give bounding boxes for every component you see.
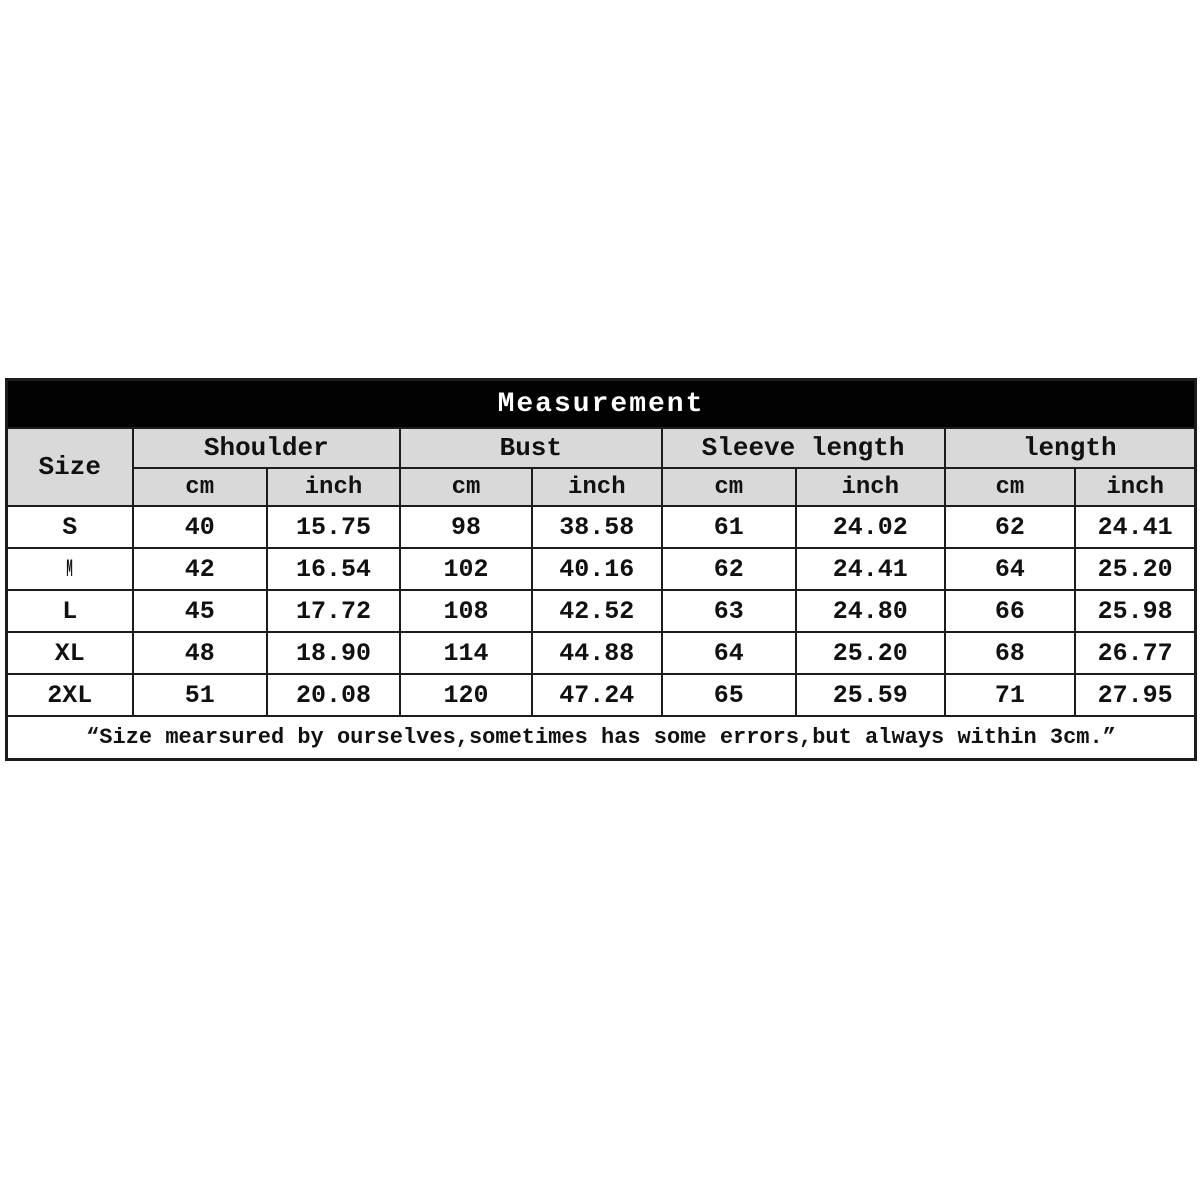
title-row — [7, 380, 1196, 429]
value-cell: 51 — [133, 674, 267, 716]
value-cell: 102 — [400, 548, 532, 590]
unit-header-row — [7, 468, 1196, 506]
value-cell: 25.20 — [1075, 548, 1195, 590]
footnote-row — [7, 716, 1196, 760]
value-cell: 20.08 — [267, 674, 400, 716]
length-inch-header: inch — [1075, 468, 1195, 506]
value-cell: 44.88 — [532, 632, 662, 674]
size-cell: 2XL — [7, 674, 133, 716]
length-cm-header: cm — [945, 468, 1076, 506]
value-cell: 61 — [662, 506, 796, 548]
value-cell: 42.52 — [532, 590, 662, 632]
table-row-size-s — [7, 506, 1196, 548]
value-cell: 26.77 — [1075, 632, 1195, 674]
value-cell: 40 — [133, 506, 267, 548]
value-cell: 71 — [945, 674, 1076, 716]
size-chart-table — [5, 378, 1197, 761]
size-cell: XL — [7, 632, 133, 674]
value-cell: 114 — [400, 632, 532, 674]
value-cell: 17.72 — [267, 590, 400, 632]
value-cell: 68 — [945, 632, 1076, 674]
value-cell: 38.58 — [532, 506, 662, 548]
table-row-size-xl — [7, 632, 1196, 674]
value-cell: 16.54 — [267, 548, 400, 590]
value-cell: 45 — [133, 590, 267, 632]
value-cell: 98 — [400, 506, 532, 548]
value-cell: 18.90 — [267, 632, 400, 674]
sleeve-cm-header: cm — [662, 468, 796, 506]
sleeve-inch-header: inch — [796, 468, 945, 506]
value-cell: 120 — [400, 674, 532, 716]
value-cell: 66 — [945, 590, 1076, 632]
value-cell: 42 — [133, 548, 267, 590]
value-cell: 24.41 — [796, 548, 945, 590]
condensed-m-glyph: M — [66, 554, 73, 584]
table-row-size-m — [7, 548, 1196, 590]
value-cell: 64 — [662, 632, 796, 674]
value-cell: 63 — [662, 590, 796, 632]
value-cell: 65 — [662, 674, 796, 716]
value-cell: 47.24 — [532, 674, 662, 716]
length-column-header: length — [945, 428, 1196, 468]
size-disclaimer-footnote: “Size mearsured by ourselves,sometimes has some errors,but always within 3cm.” — [7, 716, 1196, 760]
table-title: Measurement — [7, 380, 1196, 429]
sleeve-length-column-header: Sleeve length — [662, 428, 945, 468]
value-cell: 40.16 — [532, 548, 662, 590]
value-cell: 24.41 — [1075, 506, 1195, 548]
value-cell: 25.59 — [796, 674, 945, 716]
bust-inch-header: inch — [532, 468, 662, 506]
size-cell: L — [7, 590, 133, 632]
table-row-size-2xl — [7, 674, 1196, 716]
table-row-size-l — [7, 590, 1196, 632]
value-cell: 24.02 — [796, 506, 945, 548]
value-cell: 25.20 — [796, 632, 945, 674]
value-cell: 108 — [400, 590, 532, 632]
value-cell: 27.95 — [1075, 674, 1195, 716]
shoulder-cm-header: cm — [133, 468, 267, 506]
value-cell: 48 — [133, 632, 267, 674]
value-cell: 62 — [945, 506, 1076, 548]
bust-cm-header: cm — [400, 468, 532, 506]
size-column-header: Size — [7, 428, 133, 506]
value-cell: 15.75 — [267, 506, 400, 548]
value-cell: 24.80 — [796, 590, 945, 632]
bust-column-header: Bust — [400, 428, 662, 468]
shoulder-column-header: Shoulder — [133, 428, 401, 468]
size-cell — [7, 548, 133, 590]
size-cell: S — [7, 506, 133, 548]
shoulder-inch-header: inch — [267, 468, 400, 506]
group-header-row — [7, 428, 1196, 468]
value-cell: 62 — [662, 548, 796, 590]
value-cell: 64 — [945, 548, 1076, 590]
value-cell: 25.98 — [1075, 590, 1195, 632]
